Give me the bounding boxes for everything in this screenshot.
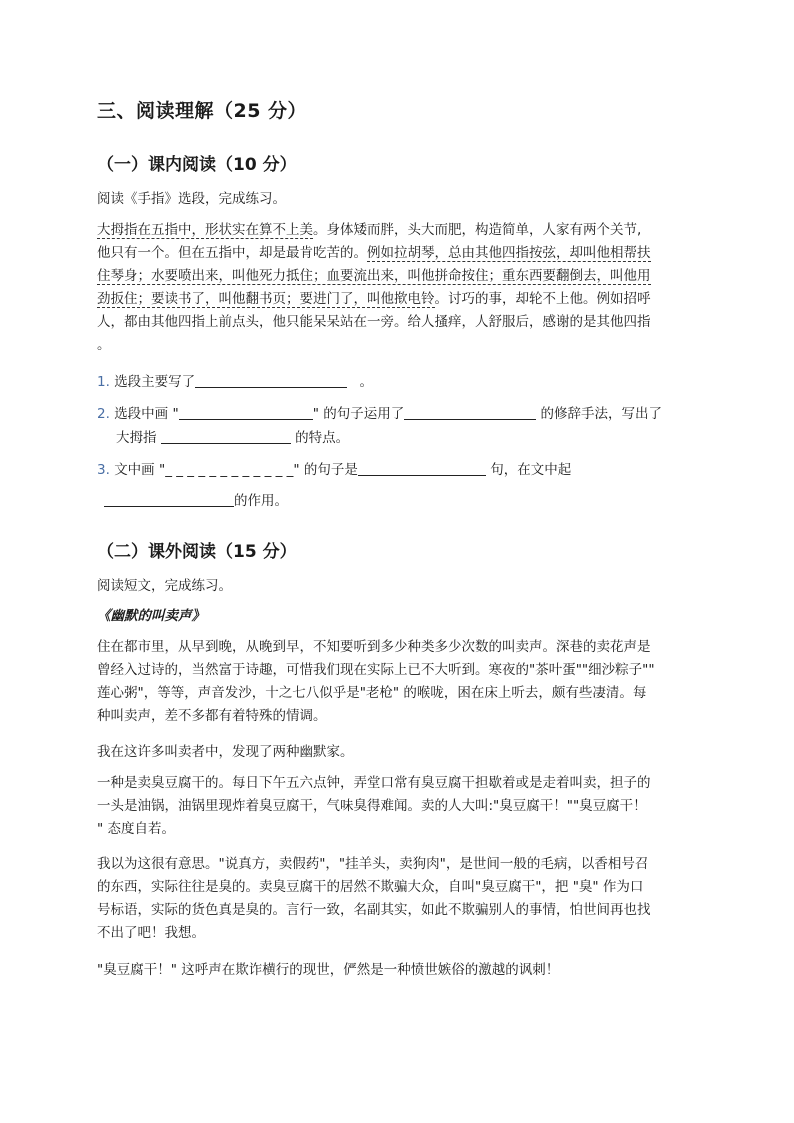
article-paragraph-2: 我在这许多叫卖者中，发现了两种幽默家。 [97, 744, 354, 760]
question-3: 3. 文中画 "_ _ _ _ _ _ _ _ _ _ _ _" 的句子是 句，在文中起 [97, 462, 572, 478]
article-title: 《幽默的叫卖声》 [97, 608, 205, 624]
answer-blank[interactable] [195, 373, 347, 388]
passage-line [97, 265, 701, 288]
part1-instruction: 阅读《手指》选段，完成练习。 [97, 191, 286, 207]
underlined-sentence: 劲扳住；要读书了，叫他翻书页；要进门了，叫他揿电铃 [97, 291, 435, 307]
passage-line: 他只有一个。但在五指中，却是最肯吃苦的。例如拉胡琴，总由其他四指按弦，却叫他相帮扶 [97, 245, 651, 261]
answer-blank[interactable] [179, 405, 313, 420]
question-number: 3. [97, 462, 110, 478]
answer-blank[interactable] [404, 405, 536, 420]
answer-blank[interactable] [161, 429, 291, 444]
part1-heading: （一）课内阅读（10 分） [97, 155, 297, 175]
question-number: 1. [97, 374, 110, 390]
article-paragraph-1: 住在都市里，从早到晚，从晚到早，不知要听到多少种类多少次数的叫卖声。深巷的卖花声是 曾经入过诗的，当然富于诗趣，可惜我们现在实际上已不大听到。寒夜的"茶叶蛋""细沙粽子"" 莲心粥"，等等，声音发沙，十之七八似乎是"老枪" 的喉咙，困在床上听去，颇有些凄清。每 种叫卖声，差不多都有着特殊的情调。 [97, 639, 655, 724]
question-number: 2. [97, 406, 110, 422]
part2-heading: （二）课外阅读（15 分） [97, 542, 297, 562]
article-paragraph-3: 一种是卖臭豆腐干的。每日下午五六点钟，弄堂口常有臭豆腐干担歇着或是走着叫卖，担子的 一头是油锅，油锅里现炸着臭豆腐干，气味臭得难闻。卖的人大叫:"臭豆腐干！""臭豆腐干！ " 态度自若。 [97, 775, 651, 837]
underlined-sentence: 住琴身；水要喷出来，叫他死力抵住；血要流出来，叫他拼命按住；重东西要翻倒去，叫他用 [97, 268, 651, 284]
article-paragraph-4: 我以为这很有意思。"说真方，卖假药"，"挂羊头，卖狗肉"，是世间一般的毛病，以香相号召 的东西，实际往往是臭的。卖臭豆腐干的居然不欺骗大众，自叫"臭豆腐干"，把 "臭" 作为口 号标语，实际的货色真是臭的。言行一致，名副其实，如此不欺骗别人的事情，怕世间再也找 不出了吧！我想。 [97, 856, 651, 941]
part2-instruction: 阅读短文，完成练习。 [97, 578, 232, 594]
question-2: 2. 选段中画 " " 的句子运用了 的修辞手法，写出了 [97, 406, 663, 422]
passage-line: 人，都由其他四指上前点头，他只能呆呆站在一旁。给人搔痒，人舒服后，感谢的是其他四指 [97, 314, 651, 330]
underlined-sentence: 例如拉胡琴，总由其他四指按弦，却叫他相帮扶 [367, 245, 651, 261]
question-2-cont: 大拇指 的特点。 [116, 430, 350, 446]
answer-blank[interactable] [358, 461, 486, 476]
passage-line: 。 [97, 337, 111, 353]
section-title: 三、阅读理解（25 分） [97, 100, 308, 122]
question-3-cont: 的作用。 [104, 490, 288, 513]
dashed-marker: _ _ _ _ _ _ _ _ _ _ _ _ [165, 462, 294, 478]
answer-blank[interactable] [104, 492, 234, 507]
question-1: 1. 选段主要写了 。 [97, 374, 373, 390]
passage-line: 大拇指在五指中，形状实在算不上美。身体矮而胖，头大而肥，构造简单，人家有两个关节, [97, 222, 642, 238]
passage-line: 劲扳住；要读书了，叫他翻书页；要进门了，叫他揿电铃。讨巧的事，却轮不上他。例如招呼 [97, 291, 651, 307]
underlined-sentence: 大拇指在五指中，形状实在算不上美 [97, 222, 313, 238]
article-paragraph-5: "臭豆腐干！" 这呼声在欺诈横行的现世，俨然是一种愤世嫉俗的激越的讽刺！ [97, 962, 560, 978]
part1-passage [97, 219, 701, 357]
